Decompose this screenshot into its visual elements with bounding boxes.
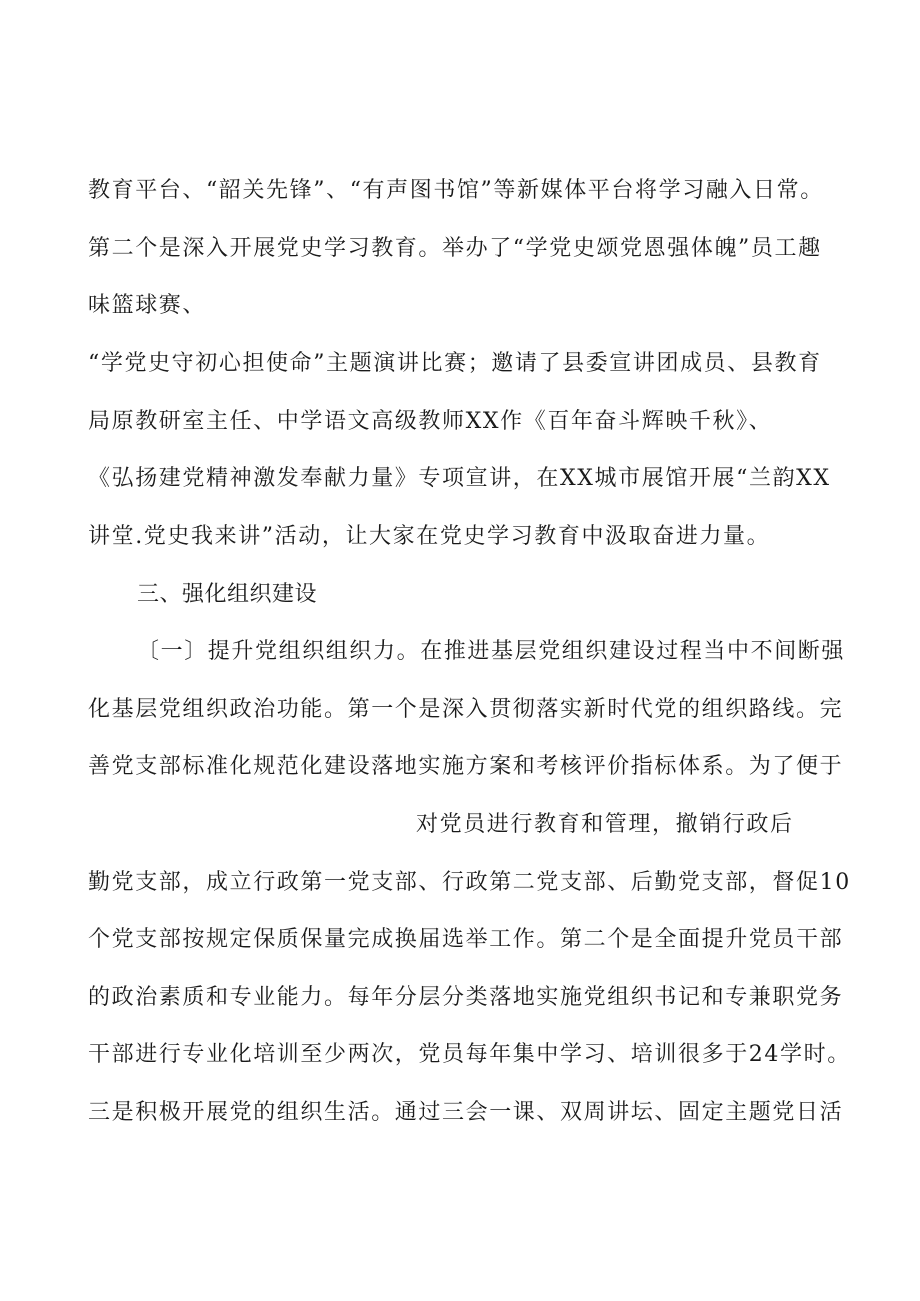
text-line: 讲堂.党史我来讲”活动，让大家在党史学习教育中汲取奋进力量。 (88, 524, 771, 549)
text-line: 化基层党组织政治功能。第一个是深入贯彻落实新时代党的组织路线。完 (88, 697, 844, 722)
text-line: 局原教研室主任、中学语文高级教师XX作《百年奋斗辉映千秋》、 (88, 409, 773, 434)
text-line: 教育平台、“韶关先锋”、“有声图书馆”等新媒体平台将学习融入日常。 (88, 178, 824, 203)
text-line: “学党史守初心担使命”主题演讲比赛；邀请了县委宣讲团成员、县教育 (88, 351, 822, 376)
text-line: 对党员进行教育和管理，撤销行政后 (416, 812, 794, 837)
text-line: 味篮球赛、 (88, 293, 207, 318)
section-heading: 三、强化组织建设 (137, 582, 318, 607)
text-line: 〔一〕提升党组织组织力。在推进基层党组织建设过程当中不间断强 (137, 639, 846, 664)
text-line: 个党支部按规定保质保量完成换届选举工作。第二个是全面提升党员干部 (88, 927, 844, 952)
text-line: 善党支部标准化规范化建设落地实施方案和考核评价指标体系。为了便于 (88, 754, 844, 779)
text-line: 勤党支部，成立行政第一党支部、行政第二党支部、后勤党支部，督促10 (88, 870, 851, 895)
text-line: 《弘扬建党精神激发奉献力量》专项宣讲，在XX城市展馆开展“兰韵XX (88, 466, 831, 491)
text-line: 干部进行专业化培训至少两次，党员每年集中学习、培训很多于24学时。 (88, 1042, 851, 1067)
text-line: 第二个是深入开展党史学习教育。举办了“学党史颂党恩强体魄”员工趣 (88, 236, 822, 261)
text-line: 的政治素质和专业能力。每年分层分类落地实施党组织书记和专兼职党务 (88, 985, 844, 1010)
text-line: 三是积极开展党的组织生活。通过三会一课、双周讲坛、固定主题党日活 (88, 1100, 844, 1125)
